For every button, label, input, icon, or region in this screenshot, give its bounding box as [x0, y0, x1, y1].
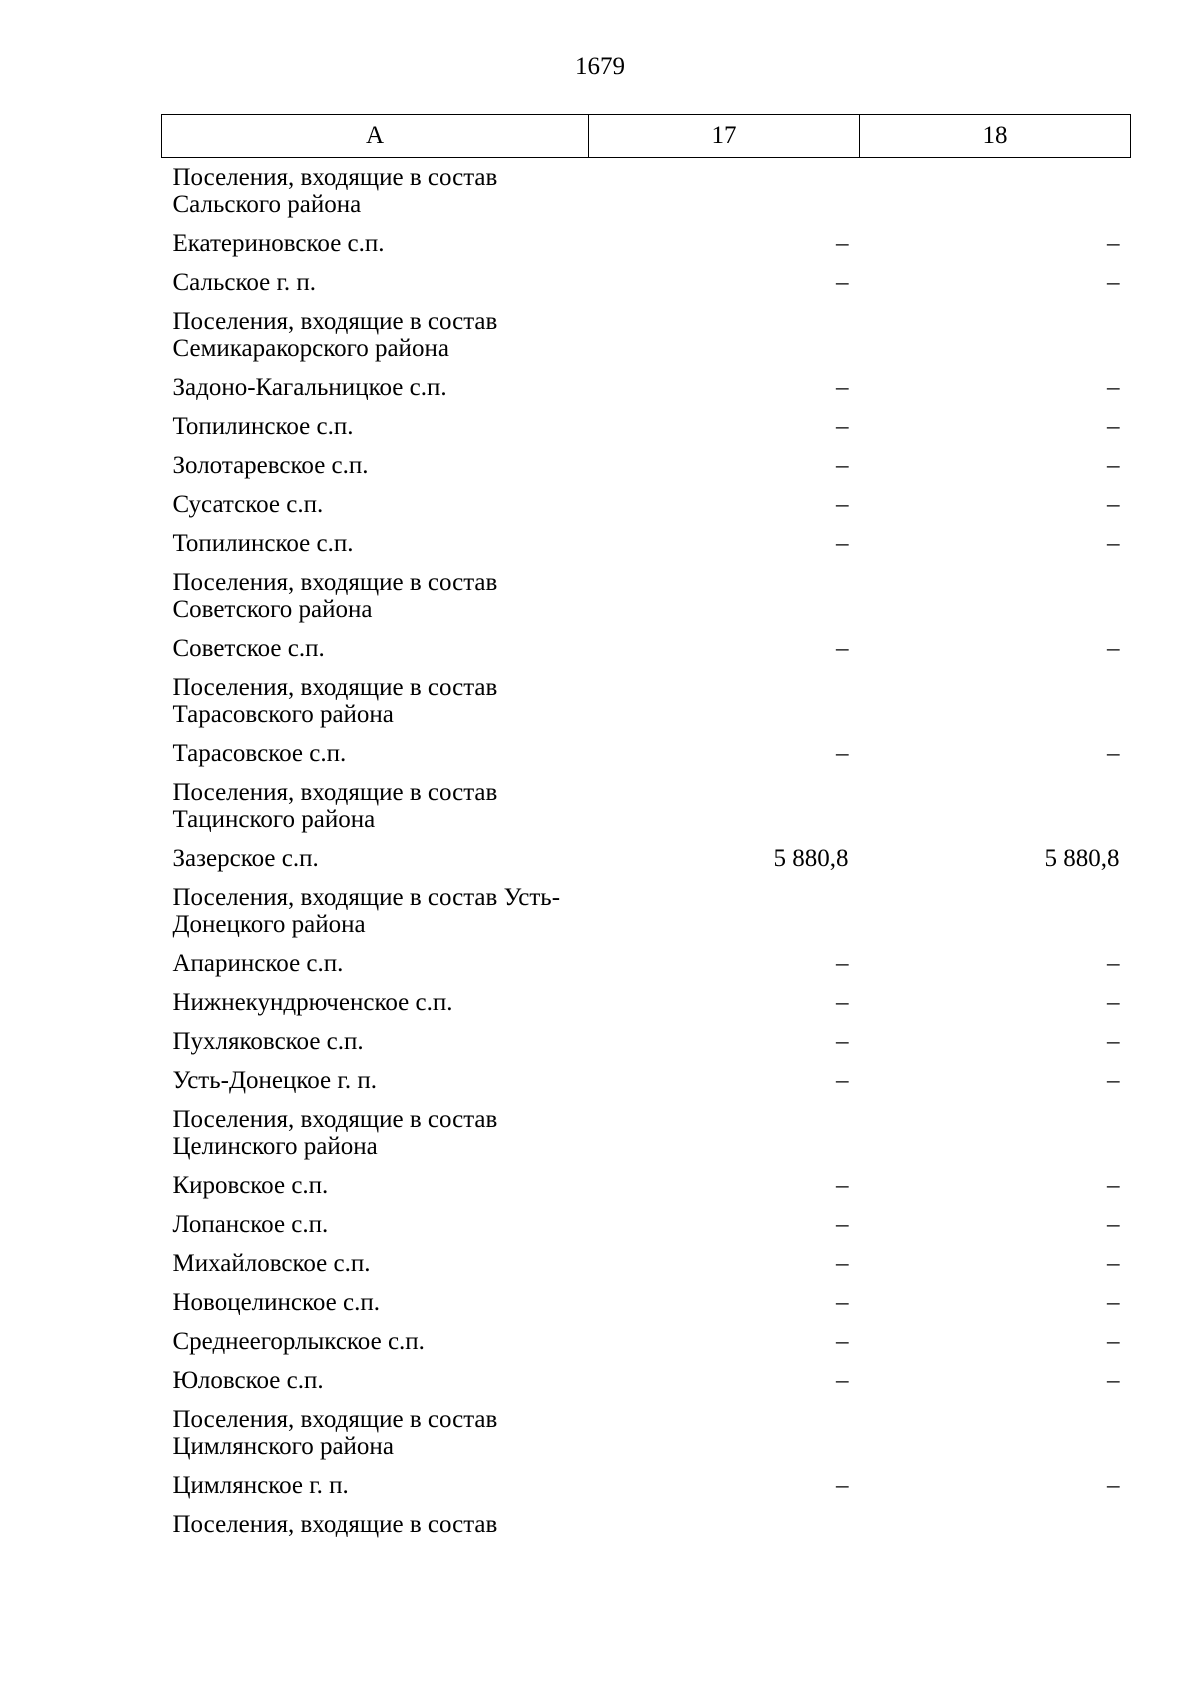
group-heading-row — [162, 563, 1131, 629]
table-body — [162, 158, 1131, 1545]
value-col-17: – — [836, 413, 849, 440]
value-col-17: – — [836, 374, 849, 401]
value-col-18: – — [1107, 1067, 1120, 1094]
settlement-name: Зазерское с.п. — [172, 845, 319, 872]
data-table — [161, 114, 1131, 1544]
value-col-18 — [860, 668, 1131, 734]
table-row — [162, 263, 1131, 302]
value-col-17 — [589, 1400, 860, 1466]
value-col-18 — [860, 1505, 1131, 1544]
value-col-17: – — [836, 740, 849, 767]
value-col-18: – — [1107, 989, 1120, 1016]
value-col-18: – — [1107, 1367, 1120, 1394]
value-col-18: – — [1107, 635, 1120, 662]
table-row — [162, 983, 1131, 1022]
group-heading: Поселения, входящие в состав — [172, 1511, 498, 1538]
column-header-a: А — [162, 115, 589, 158]
group-heading: Поселения, входящие в состав Цимлянского района — [172, 1406, 498, 1460]
value-col-17 — [589, 1100, 860, 1166]
column-header-17: 17 — [589, 115, 860, 158]
value-col-17 — [589, 1505, 860, 1544]
value-col-17: – — [836, 989, 849, 1016]
value-col-18: – — [1107, 950, 1120, 977]
value-col-18 — [860, 158, 1131, 225]
settlement-name: Среднеегорлыкское с.п. — [172, 1328, 425, 1355]
value-col-18: – — [1107, 530, 1120, 557]
settlement-name: Юловское с.п. — [172, 1367, 324, 1394]
settlement-name: Пухляковское с.п. — [172, 1028, 364, 1055]
value-col-17 — [589, 878, 860, 944]
settlement-name: Апаринское с.п. — [172, 950, 344, 977]
settlement-name: Топилинское с.п. — [172, 413, 354, 440]
value-col-18: – — [1107, 1211, 1120, 1238]
table-row — [162, 1022, 1131, 1061]
table-row — [162, 1205, 1131, 1244]
group-heading-row — [162, 1400, 1131, 1466]
table-row — [162, 224, 1131, 263]
value-col-17: – — [836, 1028, 849, 1055]
value-col-17 — [589, 158, 860, 225]
value-col-17 — [589, 668, 860, 734]
value-col-18: – — [1107, 230, 1120, 257]
group-heading: Поселения, входящие в состав Усть-Донецкого района — [172, 884, 561, 938]
value-col-18: – — [1107, 374, 1120, 401]
value-col-18: – — [1107, 1172, 1120, 1199]
value-col-18: – — [1107, 1028, 1120, 1055]
value-col-18: – — [1107, 269, 1120, 296]
table-row — [162, 1166, 1131, 1205]
value-col-17: – — [836, 1067, 849, 1094]
settlement-name: Задоно-Кагальницкое с.п. — [172, 374, 447, 401]
value-col-17: – — [836, 1172, 849, 1199]
value-col-18 — [860, 773, 1131, 839]
value-col-18: – — [1107, 413, 1120, 440]
group-heading: Поселения, входящие в состав Тарасовского района — [172, 674, 498, 728]
value-col-18: – — [1107, 1289, 1120, 1316]
value-col-18 — [860, 302, 1131, 368]
value-col-18: – — [1107, 1472, 1120, 1499]
group-heading-row — [162, 668, 1131, 734]
group-heading-row — [162, 1505, 1131, 1544]
value-col-17: – — [836, 950, 849, 977]
value-col-18 — [860, 563, 1131, 629]
value-col-17 — [589, 563, 860, 629]
value-col-18: – — [1107, 452, 1120, 479]
settlement-name: Цимлянское г. п. — [172, 1472, 349, 1499]
table-row — [162, 407, 1131, 446]
value-col-18: – — [1107, 1328, 1120, 1355]
group-heading: Поселения, входящие в состав Семикаракорского района — [172, 308, 498, 362]
value-col-17: – — [836, 491, 849, 518]
page-number: 1679 — [575, 53, 625, 80]
value-col-17: – — [836, 530, 849, 557]
table-row — [162, 944, 1131, 983]
value-col-17: – — [836, 1250, 849, 1277]
group-heading-row — [162, 878, 1131, 944]
value-col-17 — [589, 773, 860, 839]
settlement-name: Нижнекундрюченское с.п. — [172, 989, 453, 1016]
value-col-17: – — [836, 452, 849, 479]
group-heading-row — [162, 1100, 1131, 1166]
value-col-18: 5 880,8 — [1044, 845, 1120, 872]
settlement-name: Екатериновское с.п. — [172, 230, 385, 257]
settlement-name: Советское с.п. — [172, 635, 325, 662]
value-col-17: – — [836, 269, 849, 296]
value-col-18: – — [1107, 491, 1120, 518]
value-col-17: – — [836, 1328, 849, 1355]
group-heading: Поселения, входящие в состав Советского района — [172, 569, 498, 623]
value-col-17: – — [836, 1289, 849, 1316]
group-heading-row — [162, 302, 1131, 368]
table-row — [162, 485, 1131, 524]
value-col-17: – — [836, 635, 849, 662]
value-col-17: – — [836, 1211, 849, 1238]
value-col-18 — [860, 1100, 1131, 1166]
table-row — [162, 1361, 1131, 1400]
settlement-name: Тарасовское с.п. — [172, 740, 347, 767]
value-col-17: – — [836, 230, 849, 257]
group-heading: Поселения, входящие в состав Сальского района — [172, 164, 498, 218]
group-heading: Поселения, входящие в состав Целинского района — [172, 1106, 498, 1160]
value-col-18: – — [1107, 1250, 1120, 1277]
value-col-18: – — [1107, 740, 1120, 767]
value-col-17: 5 880,8 — [773, 845, 849, 872]
table-header — [162, 115, 1131, 158]
table-row — [162, 1322, 1131, 1361]
settlement-name: Золотаревское с.п. — [172, 452, 369, 479]
settlement-name: Новоцелинское с.п. — [172, 1289, 380, 1316]
table-row — [162, 629, 1131, 668]
settlement-name: Сусатское с.п. — [172, 491, 324, 518]
settlement-name: Лопанское с.п. — [172, 1211, 329, 1238]
table-row — [162, 1061, 1131, 1100]
table-row — [162, 734, 1131, 773]
value-col-17 — [589, 302, 860, 368]
table-row — [162, 1244, 1131, 1283]
table-row — [162, 368, 1131, 407]
settlement-name: Усть-Донецкое г. п. — [172, 1067, 377, 1094]
table-row — [162, 1466, 1131, 1505]
settlement-name: Кировское с.п. — [172, 1172, 329, 1199]
group-heading-row — [162, 158, 1131, 225]
table-row — [162, 839, 1131, 878]
value-col-18 — [860, 1400, 1131, 1466]
group-heading: Поселения, входящие в состав Тацинского района — [172, 779, 498, 833]
value-col-18 — [860, 878, 1131, 944]
settlement-name: Топилинское с.п. — [172, 530, 354, 557]
table-row — [162, 524, 1131, 563]
value-col-17: – — [836, 1367, 849, 1394]
header-row — [162, 115, 1131, 158]
settlement-name: Михайловское с.п. — [172, 1250, 371, 1277]
settlement-name: Сальское г. п. — [172, 269, 317, 296]
table-row — [162, 446, 1131, 485]
value-col-17: – — [836, 1472, 849, 1499]
table-row — [162, 1283, 1131, 1322]
group-heading-row — [162, 773, 1131, 839]
column-header-18: 18 — [860, 115, 1131, 158]
